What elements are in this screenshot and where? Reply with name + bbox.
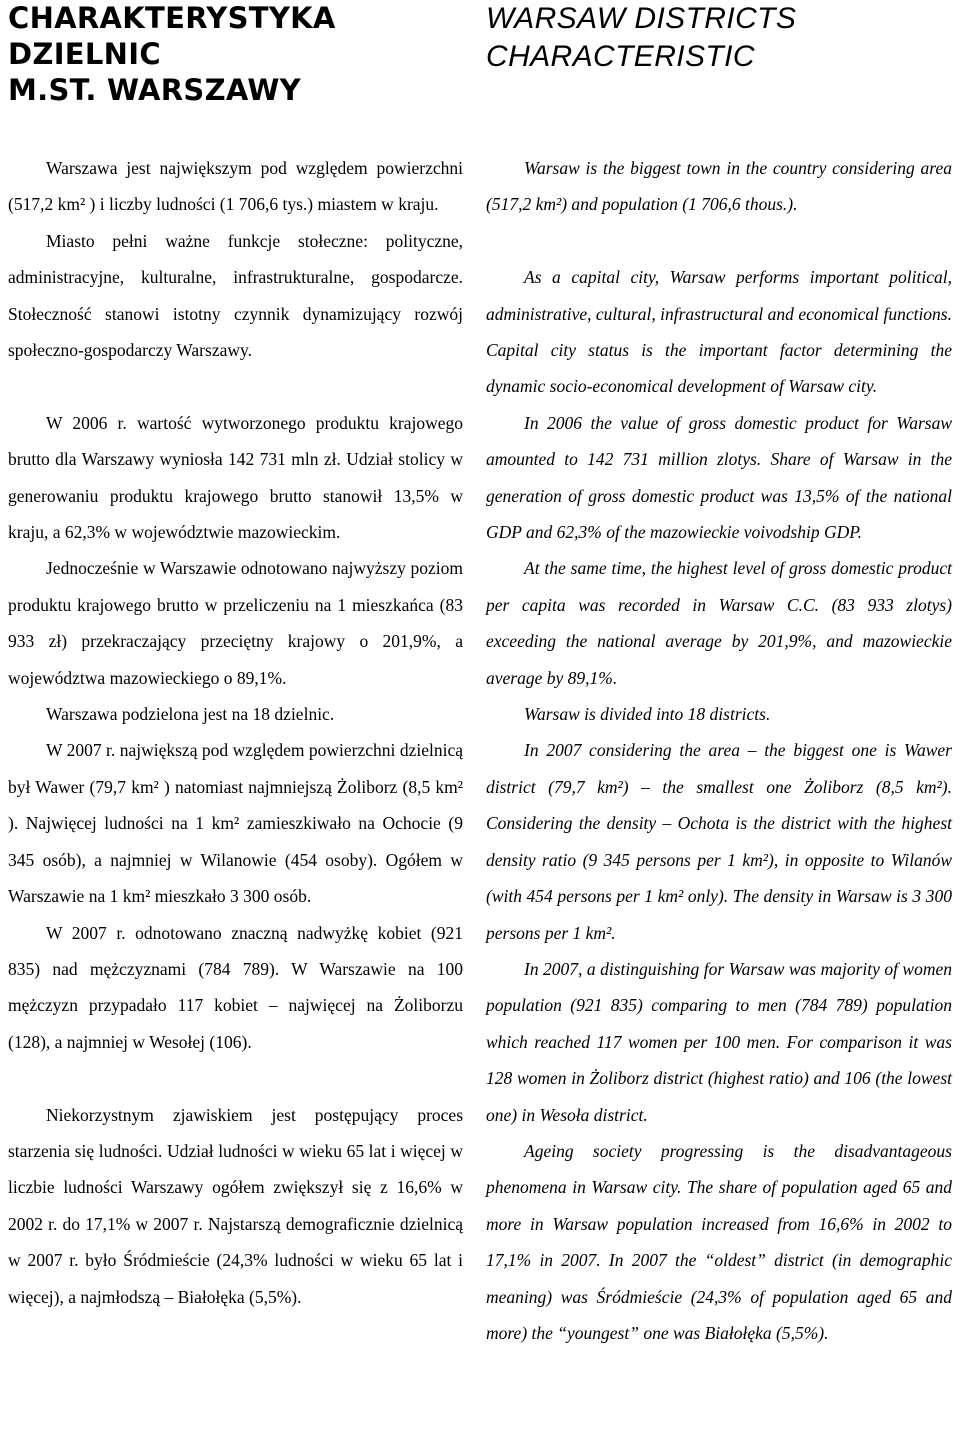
polish-paragraph: W 2007 r. odnotowano znaczną nadwyżkę kobiet (921 835) nad mężczyznami (784 789). W Warszawie na 100 mężczyzn przypadało 117 kobiet – najwięcej na Żoliborzu (128), a najmniej w Wesołej (106). (8, 922, 463, 1052)
english-title-line: CHARACTERISTIC (486, 40, 755, 73)
english-body (486, 150, 952, 1351)
english-paragraph: Warsaw is the biggest town in the country considering area (517,2 km²) and population (1 706,6 thous.). (486, 158, 952, 215)
polish-paragraph: Miasto pełni ważne funkcje stołeczne: polityczne, administracyjne, kulturalne, infrastrukturalne, gospodarcze. Stołeczność stanowi istotny czynnik dynamizujący rozwój społeczno-gospodarczy Warszawy. (8, 230, 463, 361)
english-paragraph: At the same time, the highest level of gross domestic product per capita was recorded in Warsaw C.C. (83 933 zlotys) exceeding the national average by 201,9%, and mazowieckie average by 89,1%. (486, 558, 952, 688)
polish-title (8, 0, 463, 108)
english-paragraph: Ageing society progressing is the disadvantageous phenomena in Warsaw city. The share of population aged 65 and more in Warsaw population increased from 16,6% in 2002 to 17,1% in 2007. In 2007 the “oldest” district (in demographic meaning) was Śródmieście (24,3% of population aged 65 and more) the “youngest” one was Białołęka (5,5%). (486, 1140, 952, 1343)
polish-body (8, 150, 463, 1315)
english-paragraph: As a capital city, Warsaw performs important political, administrative, cultural, infrastructural and economical functions. Capital city status is the important factor determining the dynamic socio-economical development of Warsaw city. (486, 267, 952, 397)
english-paragraph: In 2007, a distinguishing for Warsaw was majority of women population (921 835) comparing to men (784 789) population which reached 117 women per 100 men. For comparison it was 128 women in Żoliborz district (highest ratio) and 106 (the lowest one) in Wesoła district. (486, 958, 952, 1125)
english-title (486, 0, 952, 76)
english-title-line: WARSAW DISTRICTS (486, 2, 797, 35)
polish-paragraph: Jednocześnie w Warszawie odnotowano najwyższy poziom produktu krajowego brutto w przeliczeniu na 1 mieszkańca (83 933 zł) przekraczający przeciętny krajowy o 201,9%, a województwa mazowieckiego o 89,1%. (8, 558, 463, 688)
polish-title-line: M.ST. WARSZAWY (8, 73, 301, 107)
english-paragraph: In 2007 considering the area – the biggest one is Wawer district (79,7 km²) – the smallest one Żoliborz (8,5 km²). Considering the density – Ochota is the district with the highest density ratio (9 345 persons per 1 km²), in opposite to Wilanów (with 454 persons per 1 km² only). The density in Warsaw is 3 300 persons per 1 km². (486, 740, 952, 943)
polish-column (8, 0, 463, 1307)
polish-paragraph: W 2006 r. wartość wytworzonego produktu krajowego brutto dla Warszawy wyniosła 142 731 mln zł. Udział stolicy w generowaniu produktu krajowego brutto stanowił 13,5% w kraju, a 62,3% w województwie mazowieckim. (8, 412, 463, 543)
polish-paragraph: Niekorzystnym zjawiskiem jest postępujący proces starzenia się ludności. Udział ludności w wieku 65 lat i więcej w liczbie ludności Warszawy ogółem zwiększył się z 16,6% w 2002 r. do 17,1% w 2007 r. Najstarszą demograficznie dzielnicą w 2007 r. było Śródmieście (24,3% ludności w wieku 65 lat i więcej), a najmłodszą – Białołęka (5,5%). (8, 1104, 463, 1307)
polish-title-line: DZIELNIC (8, 37, 161, 71)
polish-paragraph: Warszawa jest największym pod względem powierzchni (517,2 km² ) i liczby ludności (1 706,6 tys.) miastem w kraju. (8, 158, 463, 215)
english-paragraph: In 2006 the value of gross domestic product for Warsaw amounted to 142 731 million zlotys. Share of Warsaw in the generation of gross domestic product was 13,5% of the national GDP and 62,3% of the mazowieckie voivodship GDP. (486, 412, 952, 543)
english-paragraph: Warsaw is divided into 18 districts. (524, 704, 771, 725)
polish-title-line: CHARAKTERYSTYKA (8, 1, 336, 35)
polish-paragraph: W 2007 r. największą pod względem powierzchni dzielnicą był Wawer (79,7 km² ) natomiast najmniejszą Żoliborz (8,5 km² ). Najwięcej ludności na 1 km² zamieszkiwało na Ochocie (9 345 osób), a najmniej w Wilanowie (454 osoby). Ogółem w Warszawie na 1 km² mieszkało 3 300 osób. (8, 740, 463, 907)
english-column (486, 0, 952, 1343)
polish-paragraph: Warszawa podzielona jest na 18 dzielnic. (46, 704, 335, 725)
